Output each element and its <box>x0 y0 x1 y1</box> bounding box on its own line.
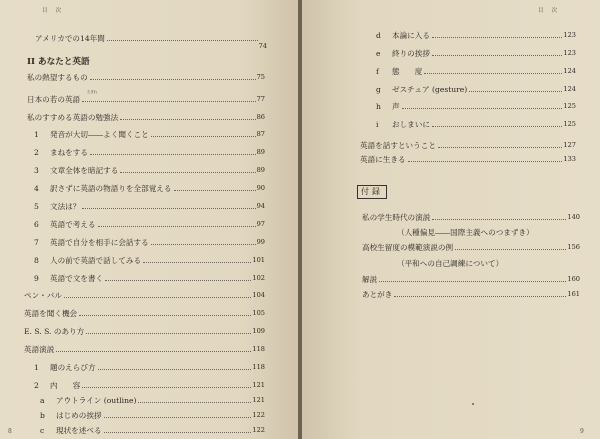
entry-number: 6 <box>34 220 39 229</box>
entry-label: 発音が大切――よく聞くこと <box>50 130 149 139</box>
entry-page: 125 <box>563 120 576 128</box>
entry-label: ゼスチュア (gesture) <box>392 85 468 94</box>
entry-label: 私の熱望するもの <box>27 73 88 82</box>
toc-entry <box>34 145 265 157</box>
entry-label: 英語に生きる <box>360 155 406 164</box>
appendix-label: 付録 <box>357 185 387 199</box>
entry-page: 102 <box>252 274 265 282</box>
toc-entry <box>24 342 265 354</box>
toc-entry <box>27 70 265 82</box>
entry-number: e <box>376 49 381 58</box>
entry-number: 2 <box>34 148 39 157</box>
leader-dots <box>379 280 566 282</box>
toc-entry <box>34 199 265 211</box>
paper-speck <box>472 403 474 405</box>
leader-dots <box>82 386 251 388</box>
entry-page: 156 <box>567 243 580 251</box>
entry-label: 日本の若の英語 <box>27 95 81 104</box>
entry-page: 109 <box>252 327 265 335</box>
toc-entry <box>362 240 580 252</box>
leader-dots <box>90 153 256 155</box>
leader-dots <box>151 135 256 137</box>
right-page <box>302 0 600 439</box>
entry-label: 態 度 <box>392 67 423 76</box>
leader-dots <box>143 261 251 263</box>
toc-entry <box>24 324 265 336</box>
leader-dots <box>424 72 562 74</box>
leader-dots <box>79 314 251 316</box>
entry-label: （人種偏見――国際主義へのつまずき） <box>397 228 534 237</box>
leader-dots <box>82 100 255 102</box>
entry-label: はじめの挨拶 <box>56 411 102 420</box>
toc-entry <box>376 117 576 129</box>
leader-dots <box>455 248 566 250</box>
entry-page: 90 <box>256 184 265 192</box>
entry-page: 118 <box>252 363 265 371</box>
leader-dots <box>56 350 251 352</box>
entry-page: 118 <box>252 345 265 353</box>
entry-page: 133 <box>563 155 576 163</box>
running-head: 目次 <box>538 8 566 14</box>
toc-entry <box>376 46 576 58</box>
entry-page: 122 <box>252 426 265 434</box>
toc-entry <box>24 306 265 318</box>
entry-page: 123 <box>563 49 576 57</box>
toc-entry <box>40 423 265 435</box>
toc-entry <box>40 393 265 405</box>
entry-page: 124 <box>563 85 576 93</box>
toc-entry-note <box>397 225 577 237</box>
page-number: 8 <box>8 428 12 435</box>
page-number: 9 <box>580 428 584 435</box>
entry-page: 75 <box>256 73 265 81</box>
leader-dots <box>98 368 252 370</box>
entry-number: 3 <box>34 166 39 175</box>
leader-dots <box>432 36 562 38</box>
entry-label: E. S. S. のあり方 <box>24 327 85 336</box>
entry-number: 7 <box>34 238 39 247</box>
entry-number: d <box>376 31 381 40</box>
entry-label: あとがき <box>362 290 393 299</box>
leader-dots <box>104 431 252 433</box>
entry-page: 122 <box>252 411 265 419</box>
entry-page: 125 <box>563 102 576 110</box>
entry-page: 101 <box>252 256 265 264</box>
leader-dots <box>394 295 566 297</box>
entry-number: h <box>376 102 381 111</box>
toc-entry <box>34 253 265 265</box>
entry-label: アメリカでの14年間 <box>35 34 105 43</box>
entry-page: 94 <box>256 202 265 210</box>
toc-entry <box>376 28 576 40</box>
entry-page: 124 <box>563 67 576 75</box>
entry-number: 2 <box>34 381 39 390</box>
leader-dots <box>432 218 566 220</box>
entry-page: 121 <box>252 396 265 404</box>
leader-dots <box>120 118 255 120</box>
entry-label: 英語を聞く機会 <box>24 309 78 318</box>
leader-dots <box>82 207 255 209</box>
leader-dots <box>432 125 562 127</box>
toc-entry <box>34 127 265 139</box>
ruby-text: ちぎれ <box>87 90 98 94</box>
leader-dots <box>408 160 563 162</box>
entry-label: 英語演説 <box>24 345 55 354</box>
leader-dots <box>90 78 256 80</box>
entry-label: 声 <box>392 102 400 111</box>
entry-page: 160 <box>567 275 580 283</box>
entry-label: 私の学生時代の演説 <box>362 213 431 222</box>
entry-label: 内 容 <box>50 381 81 390</box>
toc-entry <box>24 288 265 300</box>
leader-dots <box>138 401 251 403</box>
leader-dots <box>402 107 563 109</box>
toc-entry <box>376 99 576 111</box>
entry-page: 161 <box>567 290 580 298</box>
leader-dots <box>86 332 251 334</box>
section-title: II あなたと英語 <box>27 57 90 67</box>
entry-number: i <box>376 120 379 129</box>
entry-label: 本論に入る <box>392 31 430 40</box>
entry-page: 99 <box>256 238 265 246</box>
entry-page: 77 <box>256 95 265 103</box>
toc-entry <box>34 378 265 390</box>
entry-label: 解説 <box>362 275 378 284</box>
entry-label: まねをする <box>50 148 88 157</box>
entry-number: 1 <box>34 130 39 139</box>
entry-number: 4 <box>34 184 39 193</box>
entry-label: 英語で自分を相手に会話する <box>50 238 149 247</box>
entry-page: 89 <box>256 166 265 174</box>
entry-label: おしまいに <box>392 120 430 129</box>
leader-dots <box>469 90 562 92</box>
entry-label: 題のえらび方 <box>50 363 96 372</box>
toc-entry <box>34 360 265 372</box>
toc-entry <box>376 82 576 94</box>
entry-page: 74 <box>258 42 267 50</box>
entry-label: 英語で文を書く <box>50 274 104 283</box>
entry-page: 127 <box>563 141 576 149</box>
entry-label: 高校生留度の模範演説の例 <box>362 243 454 252</box>
leader-dots <box>438 146 562 148</box>
entry-number: 5 <box>34 202 39 211</box>
toc-entry <box>34 271 265 283</box>
leader-dots <box>104 416 252 418</box>
toc-entry <box>34 181 265 193</box>
entry-number: f <box>376 67 379 76</box>
entry-page: 87 <box>256 130 265 138</box>
entry-page: 105 <box>252 309 265 317</box>
toc-entry <box>362 272 580 284</box>
toc-entry <box>35 31 267 50</box>
entry-page: 121 <box>252 381 265 389</box>
entry-page: 89 <box>256 148 265 156</box>
entry-label: 文章全体を暗記する <box>50 166 119 175</box>
toc-entry <box>376 64 576 76</box>
left-page <box>0 0 298 439</box>
toc-entry-note <box>397 256 577 268</box>
toc-entry <box>27 92 265 104</box>
entry-number: 1 <box>34 363 39 372</box>
leader-dots <box>105 279 251 281</box>
entry-label: ペン・パル <box>24 291 62 300</box>
toc-entry <box>34 163 265 175</box>
leader-dots <box>151 243 256 245</box>
toc-entry <box>34 217 265 229</box>
entry-page: 104 <box>252 291 265 299</box>
leader-dots <box>64 296 251 298</box>
toc-entry <box>362 210 580 222</box>
entry-label: 私のすすめる英語の勉強法 <box>27 113 119 122</box>
entry-number: g <box>376 85 381 94</box>
entry-label: 終りの挨拶 <box>392 49 430 58</box>
entry-label: （平和への自己調練について） <box>397 259 504 268</box>
entry-number: 9 <box>34 274 39 283</box>
entry-label: アウトライン (outline) <box>56 396 137 405</box>
entry-page: 123 <box>563 31 576 39</box>
toc-entry <box>360 152 576 164</box>
entry-page: 86 <box>256 113 265 121</box>
running-head: 目次 <box>42 8 70 14</box>
toc-entry <box>360 138 576 150</box>
leader-dots <box>107 39 258 41</box>
entry-label: 人の前で英語で話してみる <box>50 256 142 265</box>
entry-number: c <box>40 426 45 435</box>
leader-dots <box>432 54 562 56</box>
entry-label: 訳さずに英語の物語りを全部覚える <box>50 184 172 193</box>
entry-number: b <box>40 411 45 420</box>
entry-number: a <box>40 396 45 405</box>
toc-entry <box>34 235 265 247</box>
entry-page: 97 <box>256 220 265 228</box>
entry-label: 英語を話すということ <box>360 141 436 150</box>
entry-label: 文法は？ <box>50 202 81 211</box>
leader-dots <box>174 189 256 191</box>
toc-entry <box>27 110 265 122</box>
entry-label: 英語で考える <box>50 220 96 229</box>
leader-dots <box>98 225 256 227</box>
entry-label: 現状を述べる <box>56 426 102 435</box>
toc-entry <box>40 408 265 420</box>
toc-entry <box>362 287 580 299</box>
entry-page: 140 <box>567 213 580 221</box>
entry-number: 8 <box>34 256 39 265</box>
leader-dots <box>120 171 255 173</box>
